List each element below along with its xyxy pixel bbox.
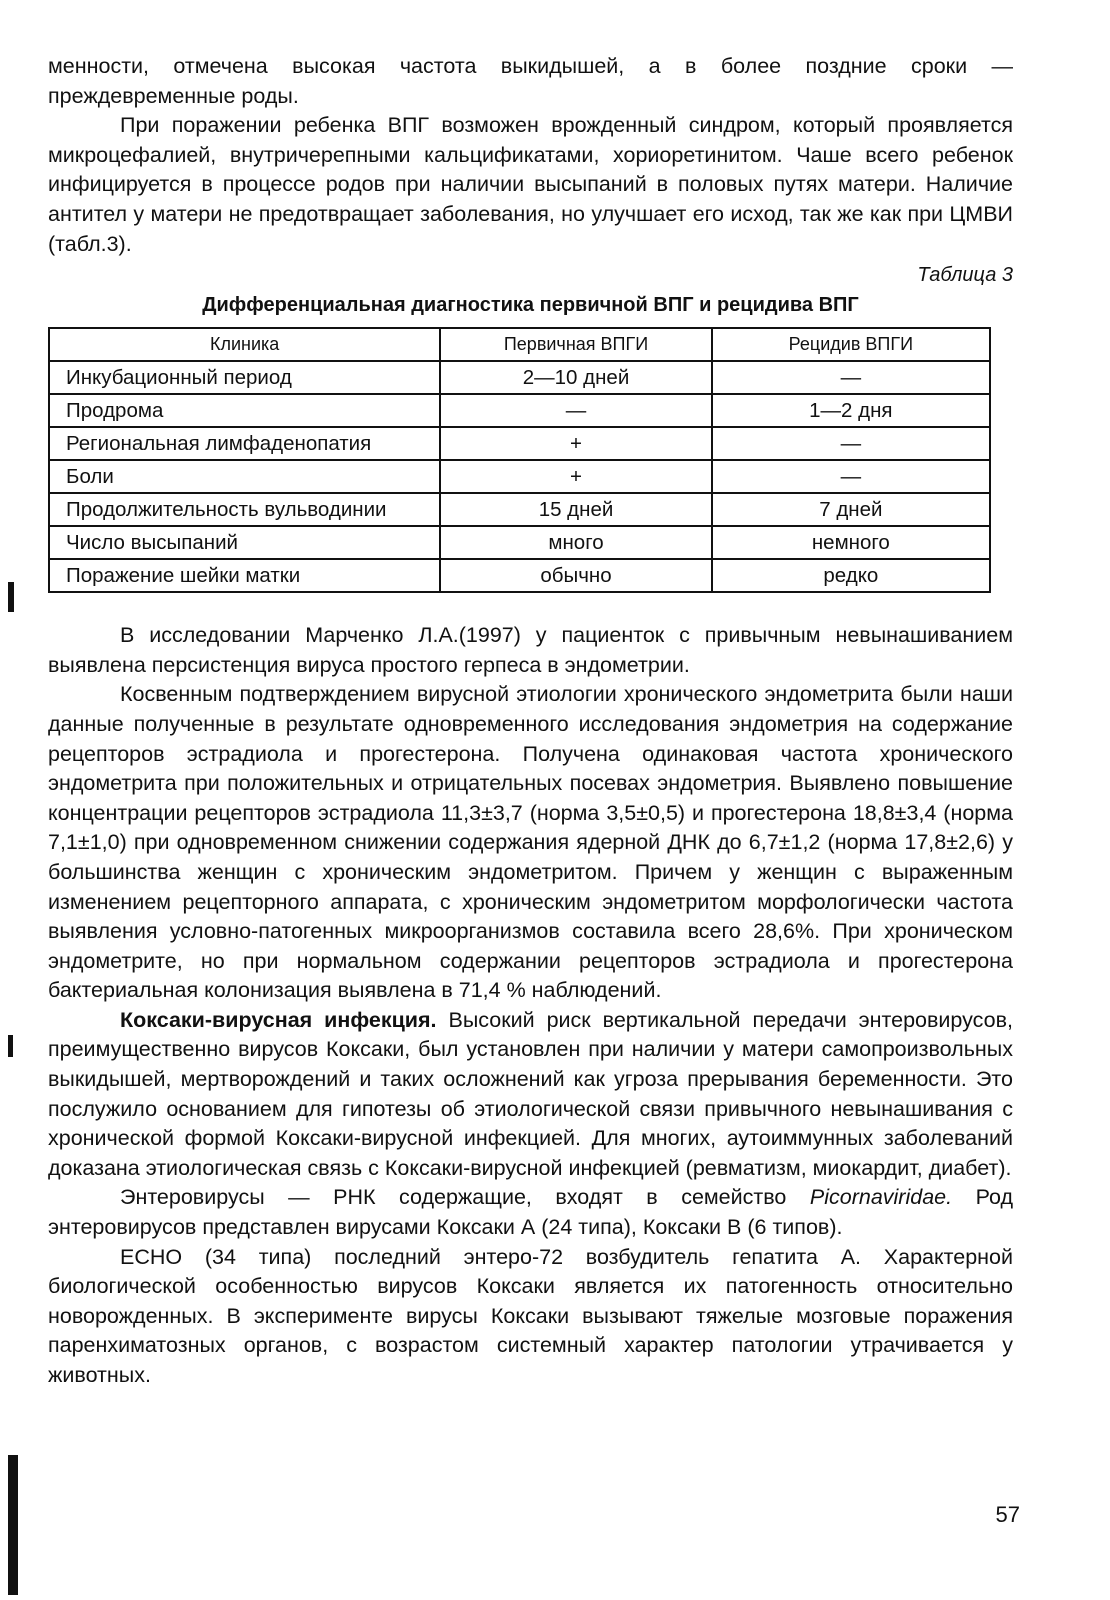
table-cell: + <box>440 460 711 493</box>
paragraph-coxsackie <box>48 1006 1013 1184</box>
table-row <box>49 460 990 493</box>
table-cell: Число высыпаний <box>49 526 440 559</box>
header-clinic: Клиника <box>49 328 440 361</box>
table-row <box>49 394 990 427</box>
paragraph-enteroviruses <box>48 1183 1013 1242</box>
paragraph-marchenko: В исследовании Марченко Л.А.(1997) у пациенток с привычным невынашиванием выявлена персистенция вируса простого герпеса в эндометрии. <box>48 623 1013 677</box>
table-cell: + <box>440 427 711 460</box>
family-name: Picornaviridae. <box>809 1185 953 1210</box>
table-cell: 1—2 дня <box>712 394 990 427</box>
table-cell: 2—10 дней <box>440 361 711 394</box>
table-cell: — <box>440 394 711 427</box>
table-cell: немного <box>712 526 990 559</box>
table-cell: Региональная лимфаденопатия <box>49 427 440 460</box>
table-cell: 7 дней <box>712 493 990 526</box>
coxsackie-text: Высокий риск вертикальной передачи энтеровирусов, преимущественно вирусов Коксаки, был установлен при наличии у матери самопроизвольных выкидышей, мертворождений и таких осложнений как угроза прерывания беременности. Это послужило основанием для гипотезы об этиологической связи привычного невынашивания с хронической формой Коксаки-вирусной инфекцией. Для многих, аутоиммунных заболеваний доказана этиологическая связь с Коксаки-вирусной инфекцией (ревматизм, миокардит, диабет). <box>48 1007 1014 1180</box>
diagnostics-table <box>48 327 991 593</box>
entero-text-start: Энтеровирусы — РНК содержащие, входят в семейство <box>120 1185 810 1210</box>
table-cell: Продолжительность вульводинии <box>49 493 440 526</box>
scan-artifact-mark <box>8 1455 18 1595</box>
header-primary: Первичная ВПГИ <box>440 328 711 361</box>
table-cell: — <box>712 460 990 493</box>
table-row <box>49 361 990 394</box>
table-cell: обычно <box>440 559 711 592</box>
table-cell: Поражение шейки матки <box>49 559 440 592</box>
table-cell: Боли <box>49 460 440 493</box>
table-cell: 15 дней <box>440 493 711 526</box>
scan-artifact-mark <box>8 1035 13 1057</box>
table-header-row <box>49 328 990 361</box>
table-cell: много <box>440 526 711 559</box>
table-row <box>49 559 990 592</box>
table-row <box>49 493 990 526</box>
table-row <box>49 526 990 559</box>
entero-text-end: Род энтеровирусов представлен вирусами Коксаки А (24 типа), Коксаки В (6 типов). <box>48 1185 1013 1240</box>
table-row <box>49 427 990 460</box>
table-cell: Продрома <box>49 394 440 427</box>
page-number: 57 <box>995 1502 1020 1527</box>
paragraph-endometritis: Косвенным подтверждением вирусной этиологии хронического эндометрита были наши данные полученные в результате одновременного исследования эндометрия на содержание рецепторов эстрадиола и прогестерона. Получена одинаковая частота хронического эндометрита при положительных и отрицательных посевах эндометрия. Выявлено повышение концентрации рецепторов эстрадиола 11,3±3,7 (норма 3,5±0,5) и прогестерона 18,8±3,4 (норма 7,1±1,0) при одновременном снижении содержания ядерной ДНК до 6,7±1,2 (норма 17,8±2,6) у большинства женщин с хроническим эндометритом. Причем у женщин с выраженным изменением рецепторного аппарата, с хроническим эндометритом морфологически частота выявления условно-патогенных микроорганизмов составила всего 28,6%. При хроническом эндометрите, но при нормальном содержании рецепторов эстрадиола и прогестерона бактериальная колонизация выявлена в 71,4 % наблюдений. <box>48 682 1013 1003</box>
table-cell: — <box>712 361 990 394</box>
paragraph-echo: ЕСНО (34 типа) последний энтеро-72 возбудитель гепатита А. Характерной биологической особенностью вирусов Коксаки является их патогенность относительно новорожденных. В эксперименте вирусы Коксаки вызывают тяжелые мозговые поражения паренхиматозных органов, с возрастом системный характер патологии утрачивается у животных. <box>48 1244 1013 1387</box>
paragraph-vpg-syndrome: При поражении ребенка ВПГ возможен врожденный синдром, который проявляется микроцефалией, внутричерепными кальцификатами, хориоретинитом. Чаше всего ребенок инфицируется в процессе родов при наличии высыпаний в половых путях матери. Наличие антител у матери не предотвращает заболевания, но улучшает его исход, так же как при ЦМВИ (табл.3). <box>48 113 1013 256</box>
table-title: Дифференциальная диагностика первичной ВПГ и рецидива ВПГ <box>202 294 859 317</box>
table-cell: редко <box>712 559 990 592</box>
paragraph-continuation: менности, отмечена высокая частота выкидышей, а в более поздние сроки — преждевременные роды. <box>48 54 1013 108</box>
section-heading-coxsackie: Коксаки-вирусная инфекция. <box>120 1007 437 1032</box>
table-caption: Таблица 3 <box>917 264 1013 287</box>
scan-artifact-mark <box>8 582 14 612</box>
table-cell: Инкубационный период <box>49 361 440 394</box>
page-body <box>48 52 1013 1391</box>
table-cell: — <box>712 427 990 460</box>
header-recurrence: Рецидив ВПГИ <box>712 328 990 361</box>
